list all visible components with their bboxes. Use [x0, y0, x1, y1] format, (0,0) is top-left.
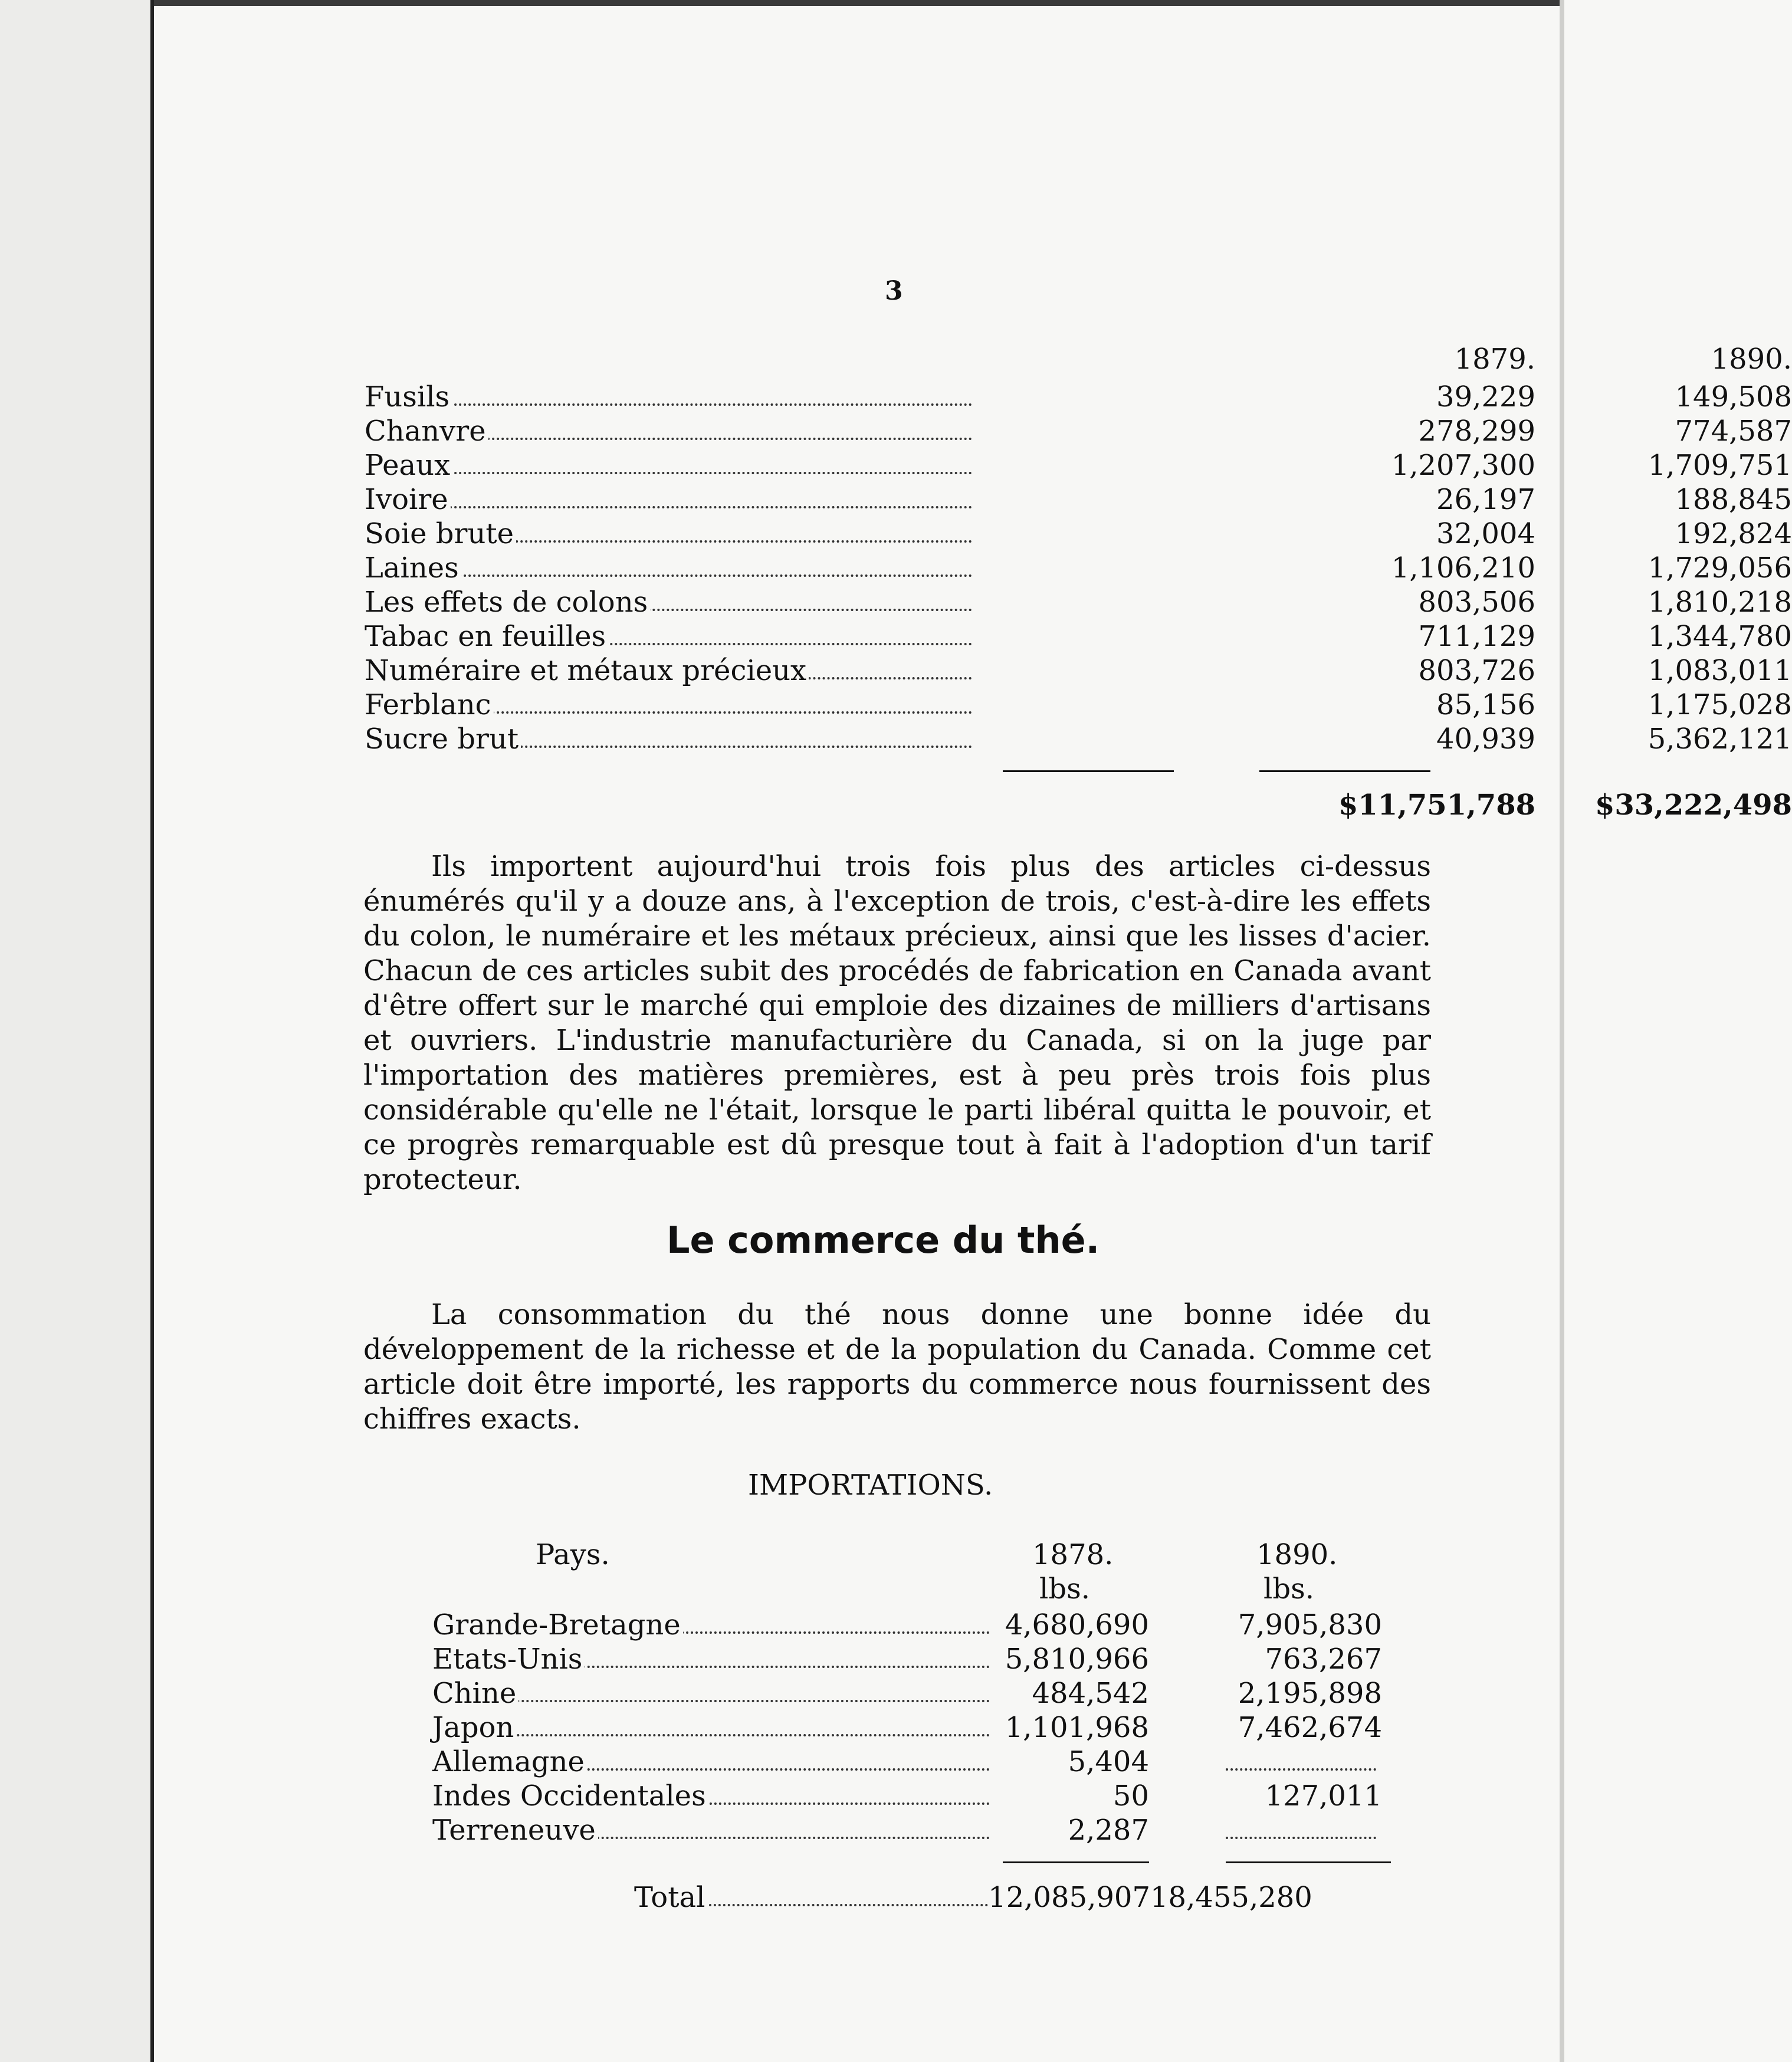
table-row — [365, 482, 1792, 517]
table-row — [365, 722, 1792, 756]
value-1878: 50 — [1112, 1779, 1149, 1813]
row-label: Laines — [365, 551, 461, 585]
row-label: Chanvre — [365, 415, 488, 448]
value-1878: 2,287 — [1068, 1814, 1149, 1847]
value-1890: 1,709,751 — [1647, 449, 1792, 482]
row-label: Allemagne — [432, 1745, 587, 1778]
value-1879: 803,726 — [1418, 654, 1535, 687]
value-1890: 1,344,780 — [1647, 620, 1792, 653]
value-1890: 192,824 — [1675, 517, 1792, 550]
table2-year-1890: 1890. — [1256, 1538, 1338, 1571]
table-row — [365, 414, 1792, 448]
sum-rule-1890 — [1259, 770, 1430, 772]
scan-right-edge — [1560, 0, 1564, 2062]
total-1878: 12,085,907 — [988, 1881, 1150, 1914]
value-1879: 26,197 — [1436, 483, 1535, 516]
table-row — [365, 517, 1792, 551]
value-1879: 803,506 — [1418, 586, 1535, 619]
body-paragraph-2: La consommation du thé nous donne une bonne idée du développement de la richesse et de la population du Canada. Comme cet article doit être importé, les rapports du commerce nous fournissent des chiffres exacts. — [363, 1298, 1431, 1436]
table-row — [432, 1608, 1435, 1642]
value-1879: 85,156 — [1436, 688, 1535, 721]
value-1890: 7,905,830 — [1238, 1608, 1382, 1641]
table-row — [365, 585, 1792, 619]
table1-total-row — [365, 788, 1792, 822]
row-label: Les effets de colons — [365, 586, 650, 619]
page-number: 3 — [885, 276, 903, 306]
value-1890: 5,362,121 — [1647, 723, 1792, 756]
table-row — [365, 688, 1792, 722]
value-1879: 1,207,300 — [1391, 449, 1535, 482]
value-1890: 127,011 — [1265, 1779, 1382, 1813]
table2-unit-1878: lbs. — [1039, 1572, 1090, 1605]
table-row — [432, 1710, 1435, 1745]
row-label: Chine — [432, 1677, 518, 1710]
sum-rule-1878 — [1003, 1861, 1149, 1863]
page-gutter — [150, 0, 154, 2062]
table1-header — [365, 342, 1792, 376]
value-1879: 278,299 — [1418, 415, 1535, 448]
value-1879: 39,229 — [1436, 380, 1535, 413]
row-label: Terreneuve — [432, 1814, 598, 1847]
value-1890: 188,845 — [1675, 483, 1792, 516]
section-heading: Le commerce du thé. — [667, 1219, 1100, 1262]
empty-value-dots — [1226, 1768, 1376, 1771]
table-row — [432, 1676, 1435, 1710]
value-1890: 1,175,028 — [1647, 688, 1792, 721]
row-label: Ivoire — [365, 483, 451, 516]
value-1890: 774,587 — [1675, 415, 1792, 448]
row-label: Numéraire et métaux précieux — [365, 654, 809, 687]
value-1878: 1,101,968 — [1005, 1711, 1149, 1744]
row-label: Indes Occidentales — [432, 1779, 708, 1813]
value-1878: 484,542 — [1032, 1677, 1149, 1710]
total-1879: $11,751,788 — [1338, 789, 1535, 822]
table-row — [365, 619, 1792, 654]
table2-year-1878: 1878. — [1032, 1538, 1114, 1571]
table2-total-row — [634, 1880, 1401, 1915]
row-label: Ferblanc — [365, 688, 494, 721]
value-1890: 1,729,056 — [1647, 551, 1792, 585]
table2-col-country: Pays. — [536, 1538, 610, 1571]
table-row — [432, 1745, 1435, 1779]
table-row — [365, 654, 1792, 688]
table-row — [432, 1813, 1435, 1847]
value-1890: 1,810,218 — [1647, 586, 1792, 619]
value-1890: 763,267 — [1265, 1643, 1382, 1676]
row-label: Etats-Unis — [432, 1643, 585, 1676]
table-row — [432, 1779, 1435, 1813]
table2-caption: IMPORTATIONS. — [748, 1469, 993, 1502]
total-1890: $33,222,498 — [1594, 789, 1792, 822]
value-1878: 4,680,690 — [1005, 1608, 1149, 1641]
table-row — [365, 551, 1792, 585]
body-paragraph-1: Ils importent aujourd'hui trois fois plus des articles ci-dessus énumérés qu'il y a douze ans, à l'exception de trois, c'est-à-dire les effets du colon, le numéraire et les métaux précieux, ainsi que les lisses d'acier. Chacun de ces articles subit des procédés de fabrication en Canada avant d'être offert sur le marché qui emploie des dizaines de milliers d'artisans et ouvriers. L'industrie manufacturière du Canada, si on la juge par l'importation des matières premières, est à peu près trois fois plus considérable qu'elle ne l'était, lorsque le parti libéral quitta le pouvoir, et ce progrès remarquable est dû presque tout à fait à l'adoption d'un tarif protecteur. — [363, 850, 1431, 1196]
row-label: Peaux — [365, 449, 452, 482]
value-1890: 149,508 — [1675, 380, 1792, 413]
value-1879: 1,106,210 — [1391, 551, 1535, 585]
row-label: Fusils — [365, 380, 452, 413]
value-1890: 7,462,674 — [1238, 1711, 1382, 1744]
total-1890: 18,455,280 — [1150, 1881, 1312, 1914]
row-label: Grande-Bretagne — [432, 1608, 683, 1641]
table-row — [432, 1642, 1435, 1676]
table-row — [365, 380, 1792, 414]
row-label: Tabac en feuilles — [365, 620, 608, 653]
value-1879: 711,129 — [1418, 620, 1535, 653]
empty-value-dots — [1226, 1837, 1376, 1839]
table1-year-1890: 1890. — [1711, 343, 1792, 376]
row-label: Sucre brut — [365, 723, 521, 756]
sum-rule-1879 — [1003, 770, 1174, 772]
value-1878: 5,404 — [1068, 1745, 1149, 1778]
value-1879: 32,004 — [1436, 517, 1535, 550]
value-1879: 40,939 — [1436, 723, 1535, 756]
table1-year-1879: 1879. — [1454, 343, 1535, 376]
value-1890: 2,195,898 — [1238, 1677, 1382, 1710]
scan-top-band — [0, 0, 1564, 6]
value-1878: 5,810,966 — [1005, 1643, 1149, 1676]
sum-rule-1890 — [1226, 1861, 1391, 1863]
table-row — [365, 448, 1792, 482]
row-label: Japon — [432, 1711, 516, 1744]
total-label: Total — [634, 1881, 707, 1914]
value-1890: 1,083,011 — [1647, 654, 1792, 687]
table2-unit-1890: lbs. — [1263, 1572, 1314, 1605]
row-label: Soie brute — [365, 517, 516, 550]
facing-page-strip — [0, 0, 150, 2062]
